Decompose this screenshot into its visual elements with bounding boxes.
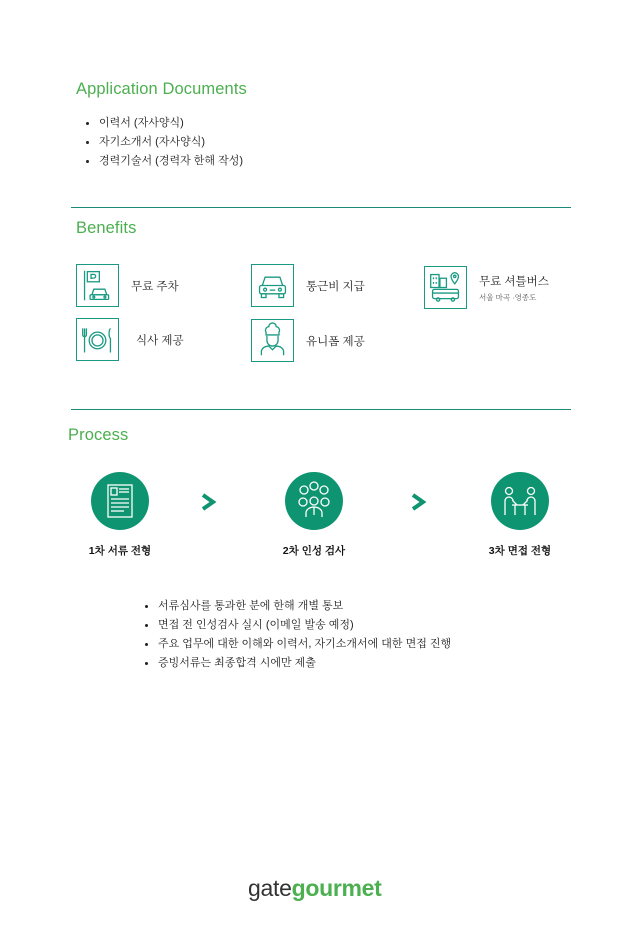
chevron-right-icon xyxy=(409,493,427,511)
chef-uniform-icon xyxy=(251,319,294,362)
application-documents-title: Application Documents xyxy=(76,80,247,98)
benefit-label: 식사 제공 xyxy=(136,334,184,347)
benefit-label: 무료 주차 xyxy=(131,280,179,293)
benefit-uniform xyxy=(251,319,365,362)
step-label: 3차 면접 전형 xyxy=(488,545,552,557)
process-step-3 xyxy=(465,472,575,558)
parking-icon xyxy=(76,264,119,307)
benefit-label: 유니폼 제공 xyxy=(306,335,365,348)
car-icon xyxy=(251,264,294,307)
shuttle-bus-icon xyxy=(424,266,467,309)
section-divider xyxy=(71,207,571,208)
benefit-shuttle xyxy=(424,266,549,309)
personality-test-icon xyxy=(285,472,343,530)
application-documents-list xyxy=(84,114,243,171)
process-step-2 xyxy=(259,472,369,558)
list-item: 경력기술서 (경력자 한해 작성) xyxy=(84,152,243,171)
process-notes-list xyxy=(143,597,451,673)
step-label: 1차 서류 전형 xyxy=(88,545,152,557)
step-label: 2차 인성 검사 xyxy=(282,545,346,557)
list-item: 이력서 (자사양식) xyxy=(84,114,243,133)
benefit-label: 무료 셔틀버스 xyxy=(479,275,549,288)
chevron-right-icon xyxy=(199,493,217,511)
benefit-commute xyxy=(251,264,365,307)
gategourmet-logo: gategourmet xyxy=(248,875,382,901)
benefit-label: 통근비 지급 xyxy=(306,280,365,293)
section-divider xyxy=(71,409,571,410)
benefits-title: Benefits xyxy=(76,219,137,237)
list-item: 자기소개서 (자사양식) xyxy=(84,133,243,152)
benefit-meal xyxy=(76,318,184,361)
interview-icon xyxy=(491,472,549,530)
process-title: Process xyxy=(68,426,129,444)
meal-icon xyxy=(76,318,119,361)
list-item: 주요 업무에 대한 이해와 이력서, 자기소개서에 대한 면접 진행 xyxy=(143,635,451,654)
list-item: 증빙서류는 최종합격 시에만 제출 xyxy=(143,654,451,673)
benefit-sublabel: 서울 마곡 ·영종도 xyxy=(479,292,537,302)
process-step-1 xyxy=(65,472,175,558)
list-item: 면접 전 인성검사 실시 (이메일 발송 예정) xyxy=(143,616,451,635)
benefit-parking xyxy=(76,264,179,307)
document-icon xyxy=(91,472,149,530)
list-item: 서류심사를 통과한 분에 한해 개별 통보 xyxy=(143,597,451,616)
